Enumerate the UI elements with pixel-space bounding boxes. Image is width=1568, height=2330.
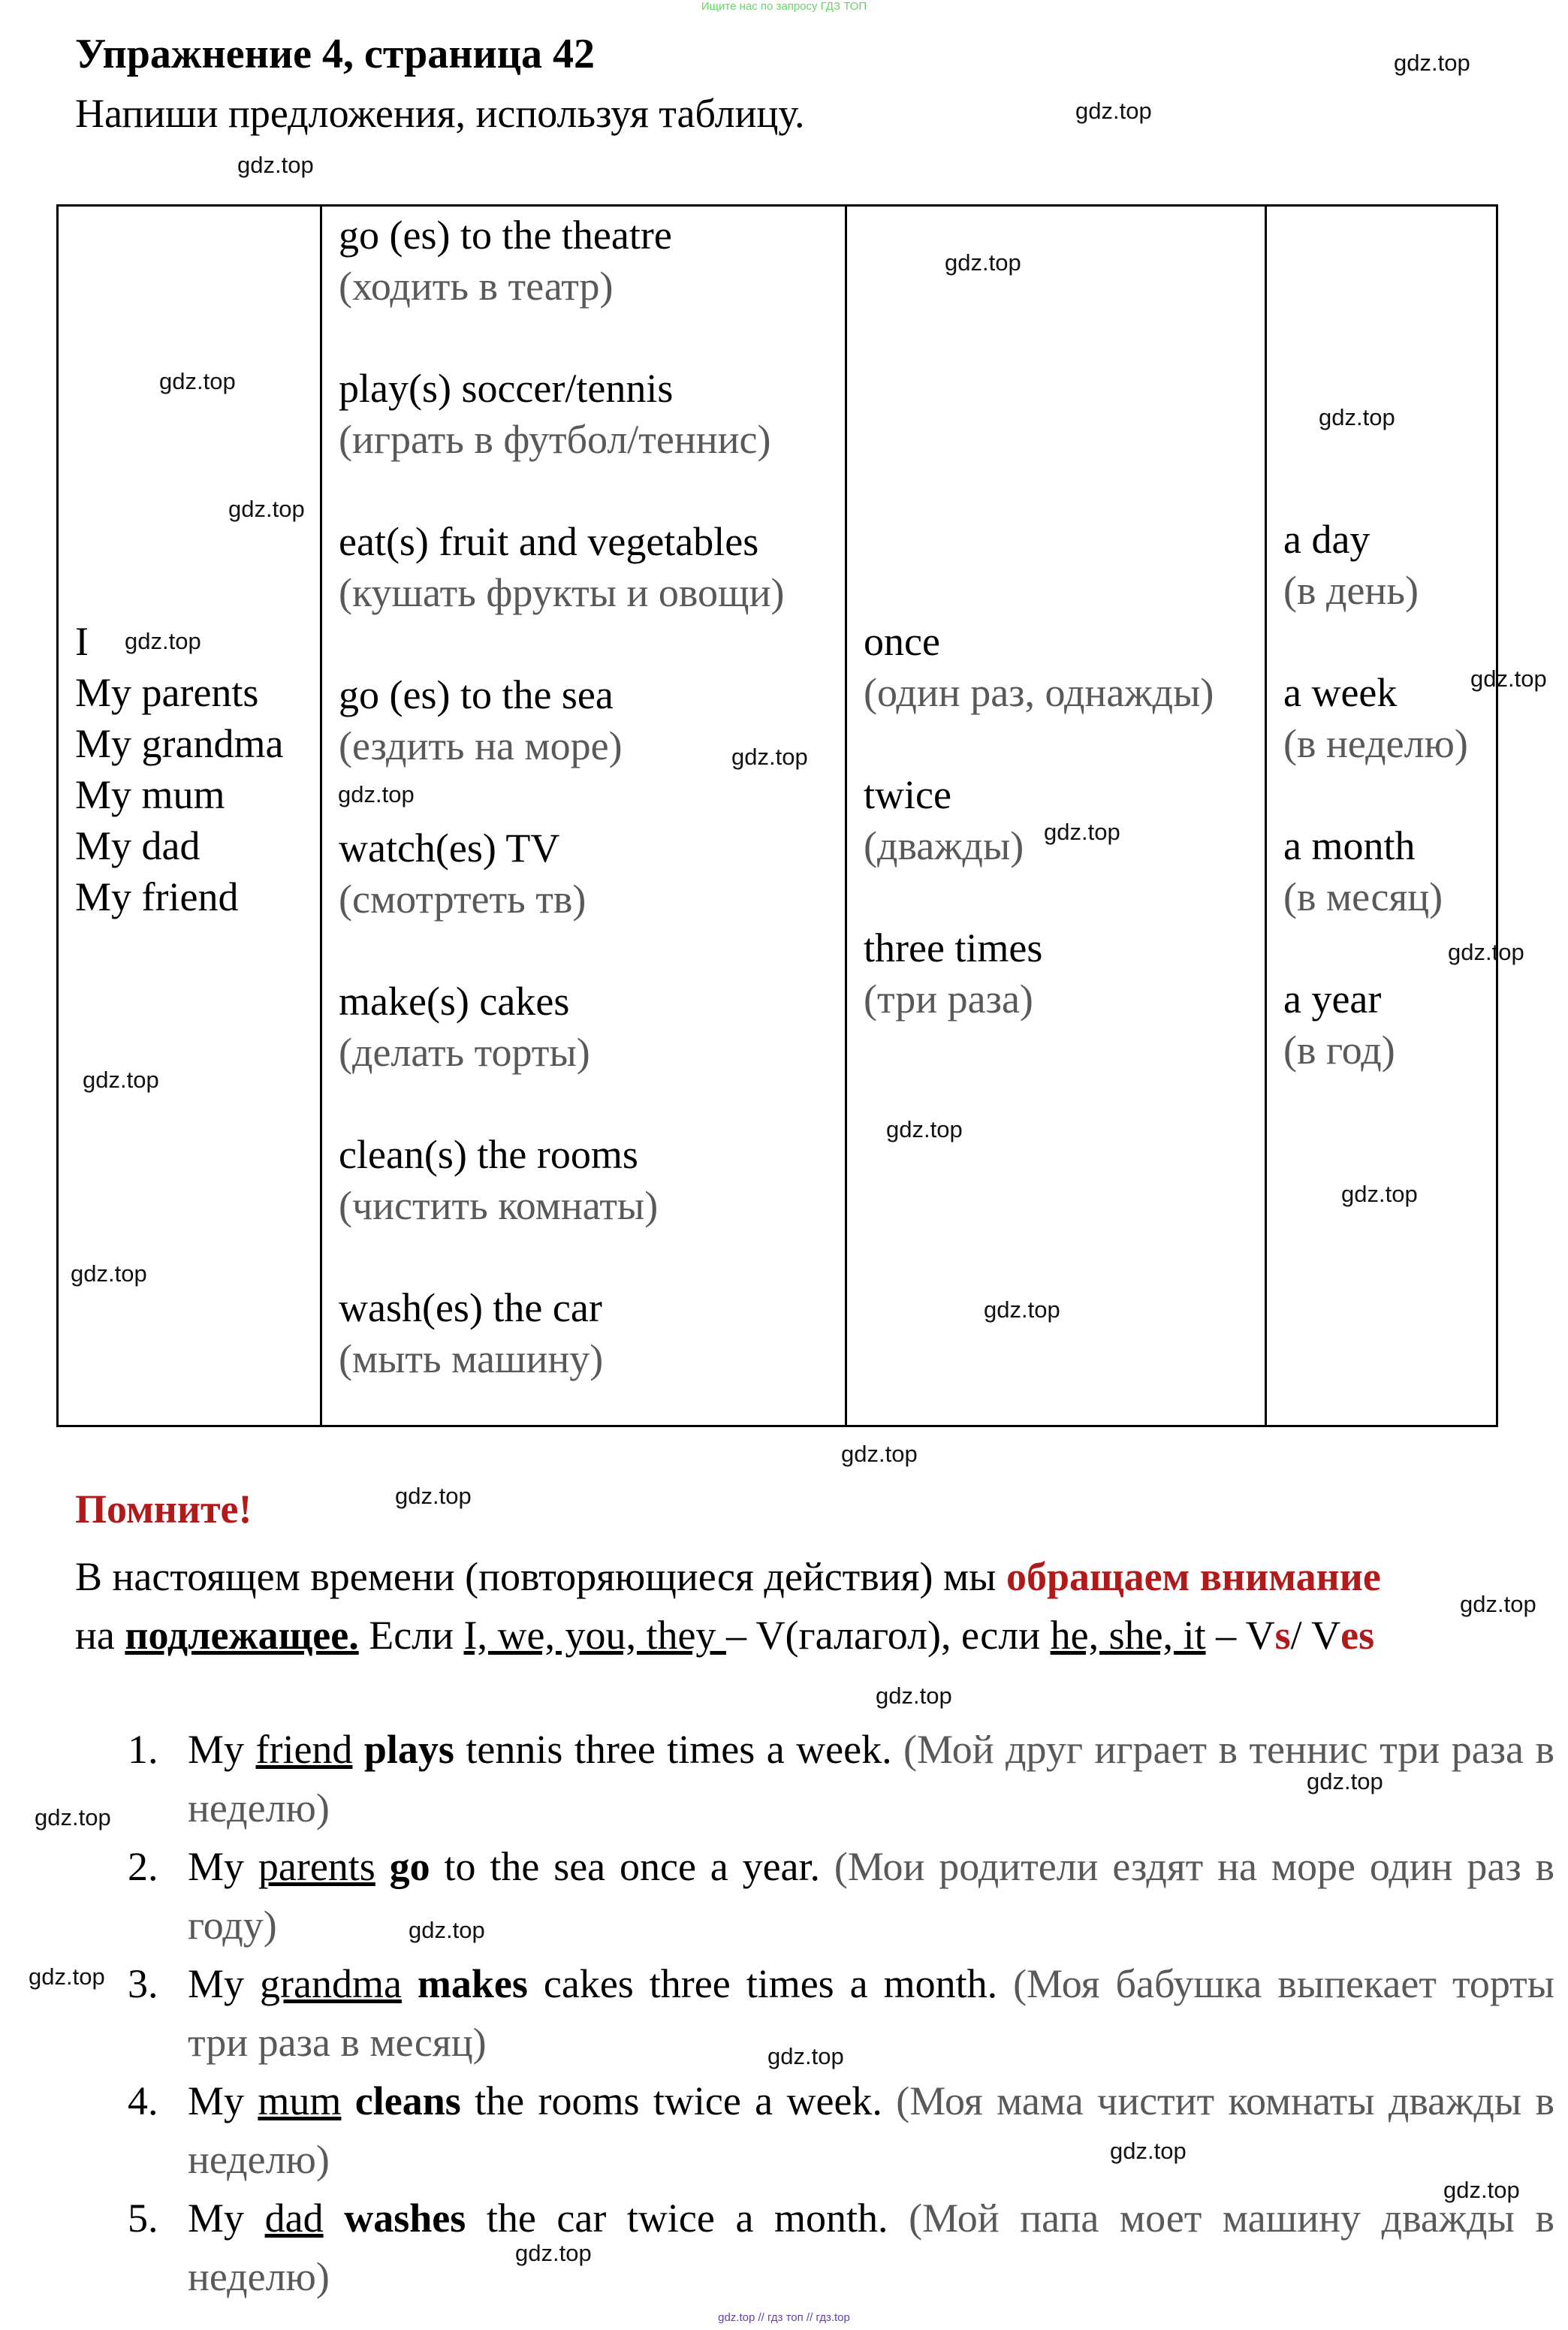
watermark: gdz.top (984, 1296, 1060, 1323)
page-subtitle: Напиши предложения, используя таблицу. (75, 91, 805, 136)
period-item: a year (в год) (1283, 976, 1395, 1073)
watermark: gdz.top (1319, 404, 1395, 430)
action-item: play(s) soccer/tennis (играть в футбол/теннис) (339, 366, 771, 462)
watermark: gdz.top (1075, 98, 1152, 124)
watermark: gdz.top (1448, 939, 1524, 965)
subject-item: My dad (75, 823, 201, 868)
frequency-item: three times (три раза) (864, 925, 1043, 1022)
watermark: gdz.top (1110, 2138, 1187, 2164)
subjects-column (58, 206, 321, 1426)
watermark: gdz.top (125, 628, 201, 654)
watermark: gdz.top (1394, 50, 1470, 76)
watermark: gdz.top (1341, 1181, 1418, 1207)
watermark: gdz.top (1307, 1768, 1383, 1794)
page-title: Упражнение 4, страница 42 (75, 31, 596, 77)
watermark: gdz.top (228, 496, 305, 522)
watermark: gdz.top (1470, 665, 1547, 692)
watermark: gdz.top (237, 152, 314, 178)
frequency-item: twice (дважды) (864, 772, 1024, 868)
phrase-table (56, 204, 1498, 1427)
subject-item: My mum (75, 772, 225, 817)
action-item: go (es) to the theatre (ходить в театр) (339, 213, 672, 309)
watermark: gdz.top (1443, 2177, 1520, 2203)
watermark: gdz.top (409, 1917, 485, 1943)
example-item: 3. My grandma makes cakes three times a month. (Моя бабушка выпекает торты три раза в месяц) (128, 1961, 1554, 2065)
subject-item: I (75, 619, 89, 664)
watermark: gdz.top (71, 1260, 147, 1287)
action-item: clean(s) the rooms (чистить комнаты) (339, 1132, 659, 1228)
frequency-list (864, 616, 1214, 1025)
watermark: gdz.top (731, 744, 808, 770)
watermark: gdz.top (395, 1483, 472, 1509)
actions-list (339, 210, 785, 1384)
frequency-item: once (один раз, однажды) (864, 619, 1214, 715)
actions-column (321, 206, 846, 1426)
watermark: gdz.top (35, 1804, 111, 1830)
subjects-list (75, 616, 283, 922)
period-column (1266, 206, 1497, 1426)
watermark: gdz.top (841, 1441, 918, 1467)
watermark: gdz.top (945, 249, 1021, 276)
example-item: 5. My dad washes the car twice a month. (Мой папа моет машину дважды в неделю) (128, 2196, 1555, 2299)
watermark: gdz.top (767, 2043, 844, 2069)
subject-item: My grandma (75, 721, 284, 766)
top-banner: Ищите нас по запросу ГДЗ ТОП (701, 0, 867, 13)
example-item: 1. My friend plays tennis three times a week. (Мой друг играет в теннис три раза в неделю) (128, 1727, 1554, 1830)
remember-heading: Помните! (75, 1486, 252, 1532)
watermark: gdz.top (515, 2240, 592, 2266)
period-list (1283, 514, 1468, 1076)
period-item: a day (в день) (1283, 517, 1419, 613)
period-item: a week (в неделю) (1283, 670, 1468, 766)
watermark: gdz.top (338, 781, 415, 807)
action-item: watch(es) TV (смотртеть тв) (339, 825, 586, 922)
example-item: 2. My parents go to the sea once a year. (Мои родители ездят на море один раз в году) (128, 1844, 1555, 1948)
subject-item: My parents (75, 670, 259, 715)
action-item: wash(es) the car (мыть машину) (339, 1285, 604, 1381)
watermark: gdz.top (886, 1116, 963, 1142)
watermark: gdz.top (876, 1683, 952, 1709)
grammar-rule: В настоящем времени (повторяющиеся действия) мы обращаем внимание на подлежащее. Если I, we, you, they – V(галагол), если he, she, it – Vs/ Ves (75, 1554, 1381, 1658)
frequency-column (846, 206, 1266, 1426)
action-item: go (es) to the sea (ездить на море) (339, 672, 623, 768)
period-item: a month (в месяц) (1283, 823, 1443, 919)
action-item: eat(s) fruit and vegetables (кушать фрукты и овощи) (339, 519, 785, 615)
watermark: gdz.top (159, 368, 236, 394)
watermark: gdz.top (29, 1963, 105, 1990)
example-item: 4. My mum cleans the rooms twice a week. (Моя мама чистит комнаты дважды в неделю) (128, 2078, 1555, 2182)
action-item: make(s) cakes (делать торты) (339, 979, 590, 1075)
watermark: gdz.top (83, 1067, 159, 1093)
watermark: gdz.top (1460, 1591, 1536, 1617)
footer: gdz.top // гдз топ // гдз.top (718, 2311, 850, 2324)
subject-item: My friend (75, 874, 239, 919)
watermark: gdz.top (1044, 819, 1120, 845)
